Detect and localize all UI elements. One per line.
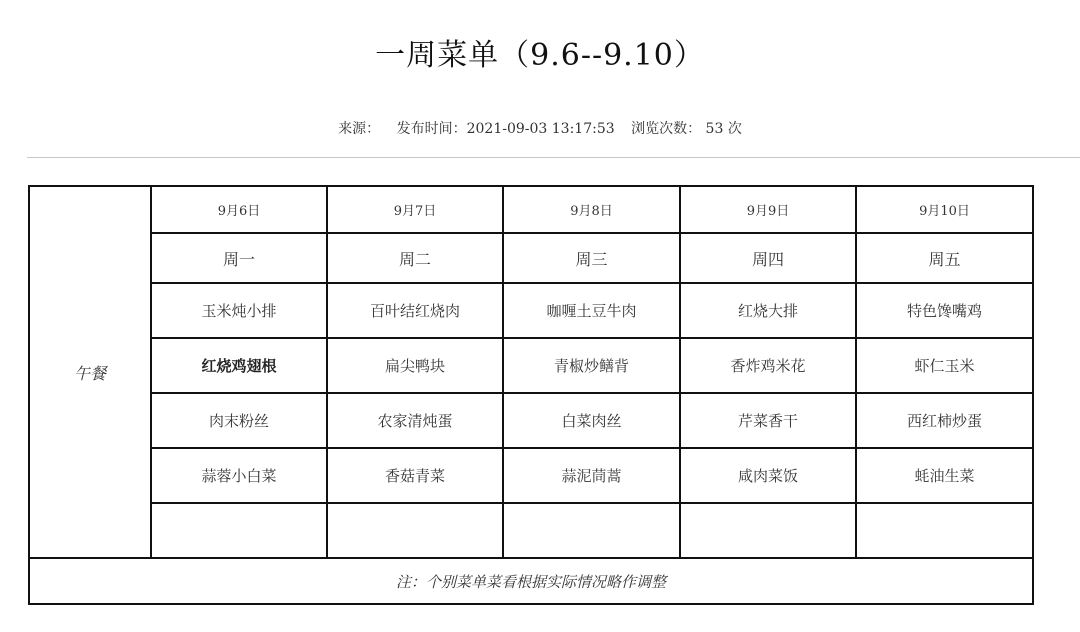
dish-cell: 肉末粉丝 <box>151 393 327 448</box>
dish-row <box>29 393 1033 448</box>
dish-cell: 咸肉菜饭 <box>680 448 856 503</box>
header-divider <box>27 157 1080 158</box>
weekly-menu-table <box>28 185 1034 605</box>
source-label: 来源： <box>338 121 381 137</box>
dish-cell: 青椒炒鳝背 <box>503 338 680 393</box>
dish-cell: 农家清炖蛋 <box>327 393 503 448</box>
date-cell: 9月9日 <box>680 186 856 233</box>
empty-cell <box>327 503 503 558</box>
dish-cell: 芹菜香干 <box>680 393 856 448</box>
empty-cell <box>151 503 327 558</box>
weekday-cell: 周四 <box>680 233 856 283</box>
dish-row <box>29 338 1033 393</box>
date-cell: 9月10日 <box>856 186 1033 233</box>
weekday-cell: 周二 <box>327 233 503 283</box>
weekday-cell: 周五 <box>856 233 1033 283</box>
dish-cell: 香炸鸡米花 <box>680 338 856 393</box>
empty-cell <box>680 503 856 558</box>
publish-time: 发布时间：2021-09-03 13:17:53 <box>396 121 615 137</box>
meal-label: 午餐 <box>29 186 151 558</box>
date-cell: 9月7日 <box>327 186 503 233</box>
dish-cell: 特色馋嘴鸡 <box>856 283 1033 338</box>
dish-cell: 虾仁玉米 <box>856 338 1033 393</box>
note-row <box>29 558 1033 604</box>
dish-row <box>29 448 1033 503</box>
empty-row <box>29 503 1033 558</box>
date-cell: 9月8日 <box>503 186 680 233</box>
page-title: 一周菜单（9.6--9.10） <box>375 38 705 73</box>
dish-cell: 蚝油生菜 <box>856 448 1033 503</box>
empty-cell <box>856 503 1033 558</box>
dish-cell: 红烧鸡翅根 <box>151 338 327 393</box>
dish-cell: 百叶结红烧肉 <box>327 283 503 338</box>
date-cell: 9月6日 <box>151 186 327 233</box>
dish-cell: 白菜肉丝 <box>503 393 680 448</box>
date-row <box>29 186 1033 233</box>
weekday-row <box>29 233 1033 283</box>
view-count: 浏览次数： 53 次 <box>631 121 742 137</box>
dish-cell: 红烧大排 <box>680 283 856 338</box>
dish-cell: 西红柿炒蛋 <box>856 393 1033 448</box>
article-meta <box>0 118 1080 138</box>
weekday-cell: 周一 <box>151 233 327 283</box>
dish-cell: 玉米炖小排 <box>151 283 327 338</box>
dish-row <box>29 283 1033 338</box>
dish-cell: 咖喱土豆牛肉 <box>503 283 680 338</box>
dish-cell: 扁尖鸭块 <box>327 338 503 393</box>
dish-cell: 蒜泥茼蒿 <box>503 448 680 503</box>
empty-cell <box>503 503 680 558</box>
dish-cell: 香菇青菜 <box>327 448 503 503</box>
weekday-cell: 周三 <box>503 233 680 283</box>
menu-note: 注：个别菜单菜看根据实际情况略作调整 <box>29 558 1033 604</box>
dish-cell: 蒜蓉小白菜 <box>151 448 327 503</box>
